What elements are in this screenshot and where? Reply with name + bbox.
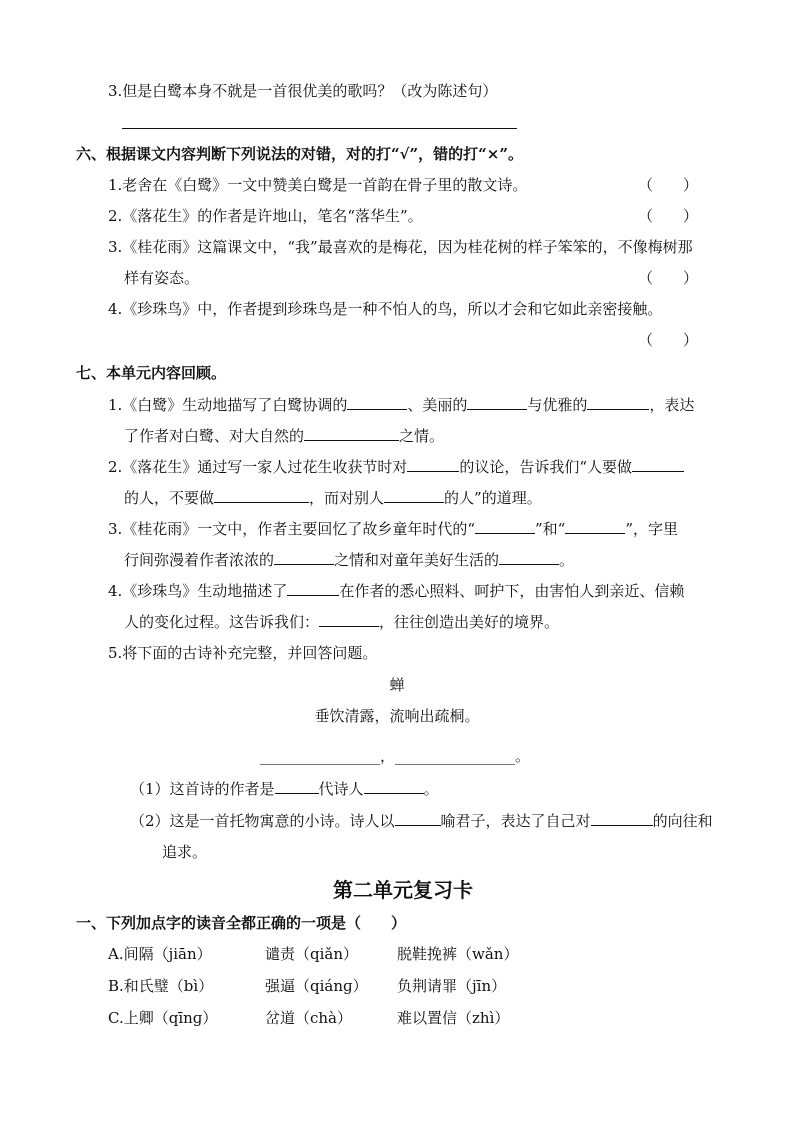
fill-blank[interactable] xyxy=(565,517,625,534)
poem-line-1: 垂饮清露，流响出疏桐。 xyxy=(314,707,480,725)
review-item-3-line1 xyxy=(108,517,678,540)
judge-paren-4[interactable]: （ ） xyxy=(638,331,699,349)
q3-rewrite-question: 3.但是白鹭本身不就是一首很优美的歌吗？（改为陈述句） xyxy=(108,82,498,100)
text: ，表达 xyxy=(649,396,695,414)
fill-blank[interactable] xyxy=(587,393,649,410)
option-a-word-1[interactable]: A.间隔（jiān） xyxy=(108,945,212,963)
text: 。 xyxy=(559,551,575,569)
option-b-word-1[interactable]: B.和氏璧（bì） xyxy=(108,977,214,995)
fill-blank[interactable] xyxy=(304,424,399,441)
text: 、美丽的 xyxy=(407,396,468,414)
poem-line-2-blanks[interactable]: ________________，________________。 xyxy=(259,747,530,765)
judge-paren-3[interactable]: （ ） xyxy=(638,269,699,287)
option-c-word-2[interactable]: 岔道（chà） xyxy=(265,1009,353,1027)
fill-blank[interactable] xyxy=(632,455,684,472)
text: 人的变化过程。这告诉我们： xyxy=(124,613,320,631)
poem-question-1 xyxy=(130,777,439,800)
review-item-2-line2 xyxy=(124,486,542,509)
option-b-word-2[interactable]: 强逼（qiánɡ） xyxy=(265,977,368,995)
fill-blank[interactable] xyxy=(319,610,379,627)
option-a-word-3[interactable]: 脱鞋挽裤（wǎn） xyxy=(397,945,519,963)
poem-question-2-line1 xyxy=(130,809,713,832)
text: （2）这是一首托物寓意的小诗。诗人以 xyxy=(130,812,395,830)
text: ，而对别人 xyxy=(309,489,385,507)
text: ”和“ xyxy=(534,520,566,538)
review-item-2-line1 xyxy=(108,455,684,478)
text: ”，字里 xyxy=(625,520,678,538)
option-c-word-3[interactable]: 难以置信（zhì） xyxy=(397,1009,510,1027)
text: 之情和对童年美好生活的 xyxy=(334,551,500,569)
section-7-heading: 七、本单元内容回顾。 xyxy=(76,364,227,382)
judge-paren-2[interactable]: （ ） xyxy=(638,207,699,225)
judge-item-1: 1.老舍在《白鹭》一文中赞美白鹭是一首韵在骨子里的散文诗。 xyxy=(108,176,528,194)
fill-blank[interactable] xyxy=(274,548,334,565)
judge-item-2: 2.《落花生》的作者是许地山，笔名“落华生”。 xyxy=(108,207,423,225)
option-c-word-1[interactable]: C.上卿（qīnɡ） xyxy=(108,1009,218,1027)
text: 行间弥漫着作者浓浓的 xyxy=(124,551,275,569)
fill-blank[interactable] xyxy=(214,486,309,503)
poem-title: 蝉 xyxy=(389,676,405,694)
review-item-4-line2 xyxy=(124,610,559,633)
judge-paren-1[interactable]: （ ） xyxy=(638,176,699,194)
fill-blank[interactable] xyxy=(467,393,527,410)
review-item-5: 5.将下面的古诗补充完整，并回答问题。 xyxy=(108,644,378,662)
review-item-3-line2 xyxy=(124,548,574,571)
text: 4.《珍珠鸟》生动地描述了 xyxy=(108,582,288,600)
review-item-1-line1 xyxy=(108,393,694,416)
fill-blank[interactable] xyxy=(591,809,653,826)
text: 3.《桂花雨》一文中，作者主要回忆了故乡童年时代的“ xyxy=(108,520,475,538)
fill-blank[interactable] xyxy=(395,809,441,826)
option-a-word-2[interactable]: 谴责（qiǎn） xyxy=(265,945,359,963)
fill-blank[interactable] xyxy=(364,777,424,794)
fill-blank[interactable] xyxy=(275,777,319,794)
review-item-4-line1 xyxy=(108,579,684,602)
text: 的人，不要做 xyxy=(124,489,215,507)
judge-item-4: 4.《珍珠鸟》中，作者提到珍珠鸟是一种不怕人的鸟，所以才会和它如此亲密接触。 xyxy=(108,300,663,318)
fill-blank[interactable] xyxy=(287,579,339,596)
text: 1.《白鹭》生动地描写了白鹭协调的 xyxy=(108,396,348,414)
unit-2-title: 第二单元复习卡 xyxy=(333,878,473,902)
text: 2.《落花生》通过写一家人过花生收获节时对 xyxy=(108,458,408,476)
fill-blank[interactable] xyxy=(475,517,535,534)
text: 与优雅的 xyxy=(527,396,588,414)
text: 的向往和 xyxy=(652,812,713,830)
fill-blank[interactable] xyxy=(347,393,407,410)
fill-blank[interactable] xyxy=(499,548,559,565)
poem-question-2-line2: 追求。 xyxy=(162,843,208,861)
text: （1）这首诗的作者是 xyxy=(130,780,275,798)
text: 代诗人 xyxy=(318,780,364,798)
review-item-1-line2 xyxy=(124,424,444,447)
text: 。 xyxy=(423,780,439,798)
text: 之情。 xyxy=(399,427,445,445)
text: 喻君子，表达了自己对 xyxy=(440,812,591,830)
judge-item-3-line2: 样有姿态。 xyxy=(124,269,200,287)
fill-blank[interactable] xyxy=(407,455,459,472)
option-b-word-3[interactable]: 负荆请罪（jīn） xyxy=(397,977,507,995)
text: 的议论，告诉我们“人要做 xyxy=(459,458,632,476)
unit-2-question-1: 一、下列加点字的读音全都正确的一项是（ ） xyxy=(76,914,407,932)
text: 了作者对白鹭、对大自然的 xyxy=(124,427,305,445)
text: ，往往创造出美好的境界。 xyxy=(379,613,560,631)
fill-blank[interactable] xyxy=(384,486,444,503)
section-6-heading: 六、根据课文内容判断下列说法的对错，对的打“√”，错的打“×”。 xyxy=(76,145,523,163)
answer-line[interactable] xyxy=(122,128,517,129)
judge-item-3-line1: 3.《桂花雨》这篇课文中，“我”最喜欢的是梅花，因为桂花树的样子笨笨的，不像梅树那 xyxy=(108,238,693,256)
text: 在作者的悉心照料、呵护下，由害怕人到亲近、信赖 xyxy=(339,582,685,600)
text: 的人”的道理。 xyxy=(444,489,542,507)
